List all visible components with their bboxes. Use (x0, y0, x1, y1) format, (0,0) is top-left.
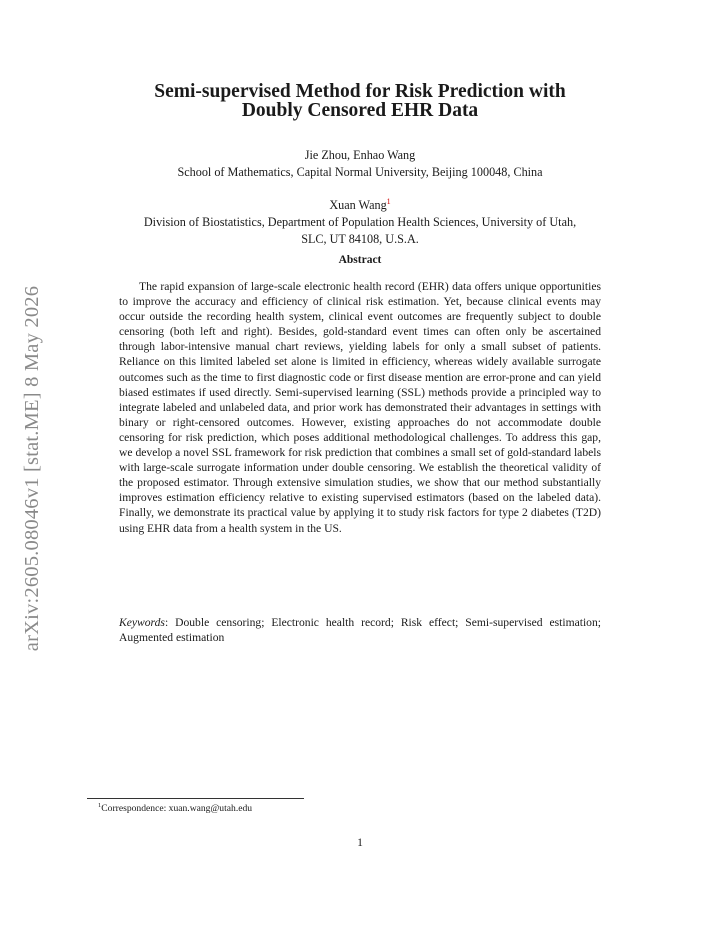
footnote-reference[interactable]: 1 (386, 196, 391, 206)
arxiv-id-text: arXiv:2605.08046v1 [stat.ME] 8 May 2026 (21, 285, 44, 651)
footnote (98, 803, 252, 814)
abstract-heading: Abstract (338, 254, 382, 266)
abstract-body: The rapid expansion of large-scale electronic health record (EHR) data offers unique opportunities to improve the accuracy and efficiency of clinical risk estimation. Yet, because clinical events may occur outside the recording health system, clinical event outcomes are frequently subject to double censoring (both left and right). Besides, gold-standard event times can often only be ascertained through labor-intensive manual chart reviews, yielding labels for only a small subset of patients. Reliance on this limited labeled set alone is limited in efficiency, whereas widely available surrogate outcomes such as the time to first diagnostic code or first disease mention are error-prone and can yield biased estimates if used directly. Semi-supervised learning (SSL) methods provide a principled way to integrate labeled and unlabeled data, and prior work has demonstrated their advantages in settings with binary or right-censored outcomes. However, existing approaches do not accommodate double censoring for risk prediction, which poses additional methodological challenges. To address this gap, we develop a novel SSL framework for risk prediction that combines a small set of gold-standard labels with large-scale surrogate information under double censoring. We establish the theoretical validity of the proposed estimator. Through extensive simulation studies, we show that our method substantially improves estimation efficiency relative to existing supervised estimators (based on the labeled data). Finally, we demonstrate its practical value by applying it to study risk factors for type 2 diabetes (T2D) using EHR data from a health system in the US. (119, 280, 601, 535)
paper-title (60, 82, 660, 120)
footnote-mark: 1 (98, 801, 102, 809)
footnote-divider (87, 798, 304, 799)
author-affiliation: School of Mathematics, Capital Normal University, Beijing 100048, China (177, 165, 543, 179)
author-names: Jie Zhou, Enhao Wang (304, 148, 416, 162)
author-name-line (60, 197, 660, 214)
author-block-2 (60, 197, 660, 248)
page-number: 1 (357, 836, 363, 849)
footnote-text: Correspondence: xuan.wang@utah.edu (101, 803, 253, 814)
keywords-label: Keywords (119, 616, 165, 629)
title-line-2: Doubly Censored EHR Data (241, 100, 479, 121)
author-block-1 (60, 147, 660, 181)
author-affiliation-line-2: SLC, UT 84108, U.S.A. (301, 232, 419, 246)
keywords-text: : Double censoring; Electronic health record; Risk effect; Semi-supervised estimation; Augmented estimation (119, 616, 601, 645)
author-affiliation-line-1: Division of Biostatistics, Department of Population Health Sciences, University of Utah, (143, 215, 577, 229)
keywords (119, 615, 601, 645)
title-line-1: Semi-supervised Method for Risk Prediction with (154, 81, 566, 102)
arxiv-identifier-stamp (18, 258, 48, 678)
author-name: Xuan Wang (329, 198, 387, 212)
